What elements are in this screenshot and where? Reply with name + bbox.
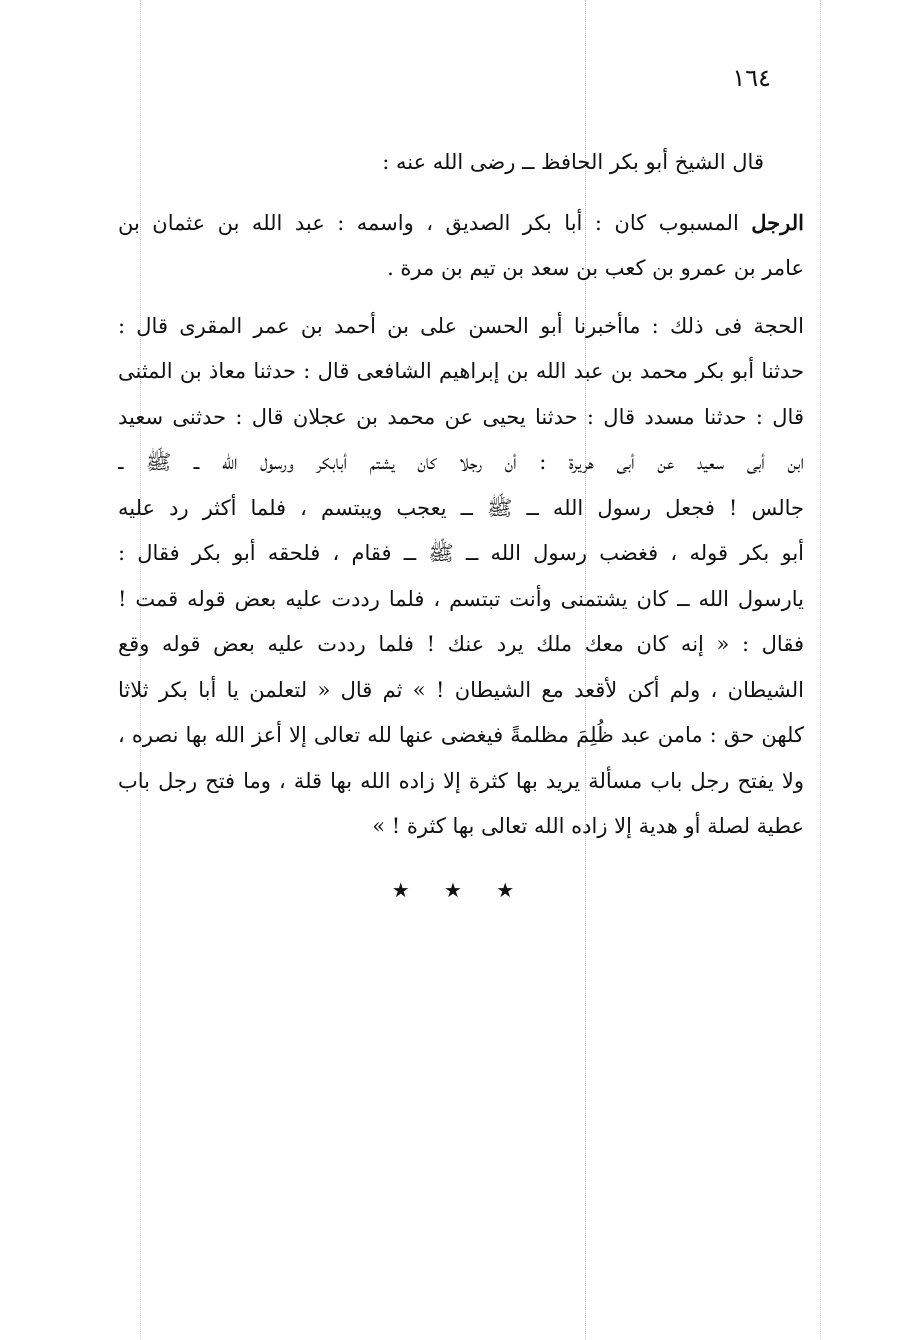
paragraph-2-line: حدثنا أبو بكر محمد بن عبد الله بن إبراهيم الشافعى قال : حدثنا معاذ بن المثنى — [118, 359, 804, 383]
paragraph-2-line: فقال : « إنه كان معك ملك يرد عنك ! فلما رددت عليه بعض قوله وقع — [118, 632, 804, 656]
lead-word: الرجل — [751, 209, 804, 235]
scan-guide-line — [820, 0, 822, 1340]
section-separator: ★ ★ ★ — [391, 878, 529, 902]
paragraph-2-line: عطية لصلة أو هدية إلا زاده الله تعالى بها كثرة ! » — [372, 814, 804, 838]
paragraph-2-line: ابن أبى سعيد عن أبى هريرة : أن رجلا كان يشتم أبابكر ورسول الله ــ ﷺ ــ — [118, 450, 804, 474]
paragraph-2-line: جالس ! فجعل رسول الله ــ ﷺ ــ يعجب ويبتسم ، فلما أكثر رد عليه — [118, 495, 804, 520]
paragraph-1-line — [118, 200, 804, 247]
paragraph-1-line: عامر بن عمرو بن كعب بن سعد بن تيم بن مرة . — [387, 256, 804, 280]
paragraph-2-line: الشيطان ، ولم أكن لأقعد مع الشيطان ! » ثم قال « لتعلمن يا أبا بكر ثلاثا — [118, 677, 804, 702]
page-number: ١٦٤ — [732, 64, 771, 92]
intro-line: قال الشيخ أبو بكر الحافظ ــ رضى الله عنه : — [382, 150, 764, 174]
paragraph-2-line: قال : حدثنا مسدد قال : حدثنا يحيى عن محمد بن عجلان قال : حدثنى سعيد — [118, 404, 804, 429]
paragraph-2-line: ولا يفتح رجل باب مسألة يريد بها كثرة إلا زاده الله بها قلة ، وما فتح رجل باب — [118, 768, 804, 793]
paragraph-1-line-text: المسبوب كان : أبا بكر الصديق ، واسمه : عبد الله بن عثمان بن — [118, 210, 752, 235]
paragraph-2-line: أبو بكر قوله ، فغضب رسول الله ــ ﷺ ــ فقام ، فلحقه أبو بكر فقال : — [118, 541, 804, 565]
paragraph-1 — [118, 200, 804, 292]
page-body — [118, 140, 804, 862]
paragraph-2-line: كلهن حق : مامن عبد ظُلِمَ مظلمةً فيغضى عنها لله تعالى إلا أعز الله بها نصره ، — [118, 723, 804, 747]
paragraph-2-line: الحجة فى ذلك : ماأخبرنا أبو الحسن على بن أحمد بن عمر المقرى قال : — [118, 313, 804, 338]
paragraph-2-line: يارسول الله ــ كان يشتمنى وأنت تبتسم ، فلما رددت عليه بعض قوله قمت ! — [118, 586, 804, 611]
paragraph-2 — [118, 304, 804, 850]
